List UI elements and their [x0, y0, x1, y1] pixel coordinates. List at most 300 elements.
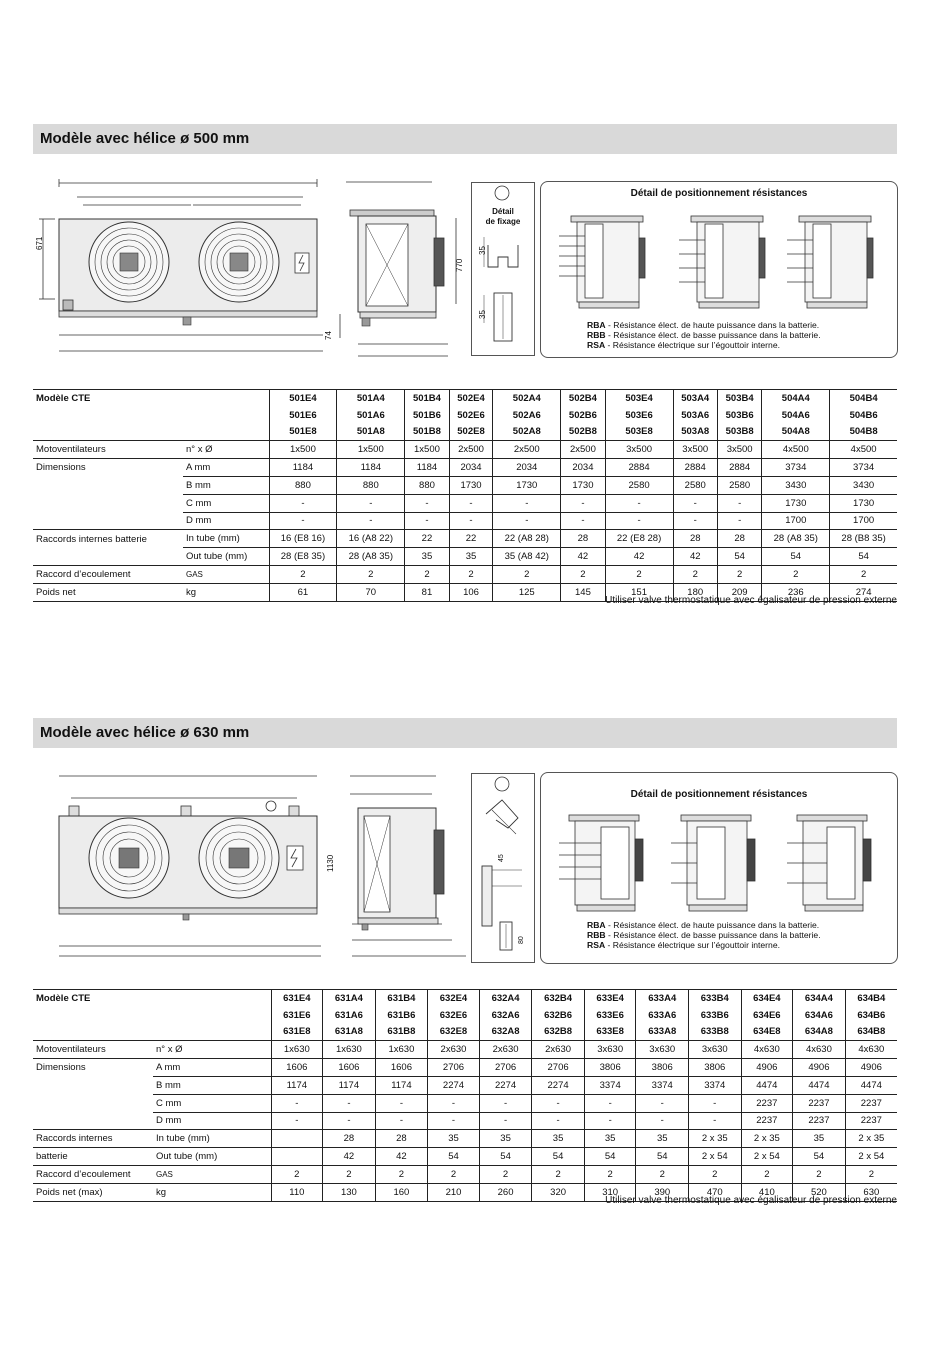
table-cell: 1606: [323, 1059, 376, 1077]
model-code: 501A6: [337, 407, 405, 424]
model-code: 631A4: [323, 990, 376, 1007]
header-row: [33, 1024, 897, 1041]
legend-rsa-code: RSA: [587, 340, 606, 350]
model-code: 631A6: [323, 1007, 376, 1024]
table-cell: 2706: [428, 1059, 480, 1077]
model-code: 631B4: [375, 990, 428, 1007]
row-sub-label: C mm: [183, 494, 269, 512]
header-label: [33, 407, 269, 424]
table-cell: -: [479, 1094, 532, 1112]
table-cell: 35: [584, 1130, 636, 1148]
model-code: 634B6: [845, 1007, 897, 1024]
model-code: 632A8: [479, 1024, 532, 1041]
table-cell: -: [532, 1112, 585, 1130]
model-code: 633E4: [584, 990, 636, 1007]
table-cell: 2237: [793, 1094, 846, 1112]
table-cell: 2580: [717, 476, 761, 494]
row-sub-label: B mm: [153, 1076, 271, 1094]
unit-front-view-630: [33, 770, 323, 960]
table-cell: 54: [762, 548, 830, 566]
legend-rba: [587, 320, 821, 330]
table-cell: 3374: [689, 1076, 742, 1094]
unit-side-view-630: [322, 772, 468, 962]
table-cell: 4x630: [845, 1041, 897, 1059]
table-cell: 2274: [479, 1076, 532, 1094]
row-sub-label: n° x Ø: [153, 1041, 271, 1059]
table-cell: 2x500: [493, 441, 561, 459]
legend-rsa-630: [587, 940, 821, 950]
model-code: 632B6: [532, 1007, 585, 1024]
table-cell: 35: [405, 548, 449, 566]
model-code: 501E8: [269, 424, 337, 441]
row-group-label: [33, 494, 183, 512]
table-row: [33, 565, 897, 583]
table-cell: 2x630: [479, 1041, 532, 1059]
table-row: [33, 441, 897, 459]
row-group-label: Poids net: [33, 583, 183, 601]
table-cell: 1x500: [337, 441, 405, 459]
table-cell: 2: [584, 1165, 636, 1183]
table-cell: 4x630: [741, 1041, 793, 1059]
model-code: 504B4: [830, 390, 897, 407]
row-group-label: Dimensions: [36, 1062, 86, 1074]
table-cell: 2580: [673, 476, 717, 494]
header-label: [33, 1007, 271, 1024]
table-row: [33, 1148, 897, 1166]
table-cell: 110: [271, 1183, 323, 1201]
table-row: [33, 512, 897, 530]
model-code: 633B6: [689, 1007, 742, 1024]
table-cell: 1606: [271, 1059, 323, 1077]
table-cell: 1184: [405, 459, 449, 477]
model-code: 634A4: [793, 990, 846, 1007]
table-cell: 35 (A8 42): [493, 548, 561, 566]
legend-rba-text: - Résistance élect. de haute puissance dans la batterie.: [605, 320, 820, 330]
table-cell: 3x500: [717, 441, 761, 459]
table-cell: 16 (E8 16): [269, 530, 337, 548]
table-cell: 4474: [845, 1076, 897, 1094]
spec-table-500: [33, 389, 897, 602]
table-cell: 260: [479, 1183, 532, 1201]
table-cell: 2x500: [449, 441, 493, 459]
table-cell: -: [636, 1112, 689, 1130]
table-cell: 2 x 54: [845, 1148, 897, 1166]
table-cell: -: [636, 1094, 689, 1112]
table-row: [33, 530, 897, 548]
table-cell: -: [405, 512, 449, 530]
table-cell: 1730: [762, 494, 830, 512]
row-group-label: [33, 476, 183, 494]
model-code: 632A4: [479, 990, 532, 1007]
table-cell: 42: [673, 548, 717, 566]
table-cell: -: [323, 1112, 376, 1130]
model-code: 504B6: [830, 407, 897, 424]
table-cell: 1730: [449, 476, 493, 494]
dim-label-770: 770: [455, 258, 464, 272]
table-cell: 4x500: [830, 441, 897, 459]
table-row: [33, 494, 897, 512]
row-sub-label: Out tube (mm): [153, 1148, 271, 1166]
table-cell: 1700: [830, 512, 897, 530]
table-cell: 2580: [605, 476, 673, 494]
table-cell: 1x630: [375, 1041, 428, 1059]
row-sub-label: D mm: [153, 1112, 271, 1130]
legend-rsa-text: - Résistance électrique sur l’égouttoir interne.: [605, 340, 780, 350]
legend-rsa-text-630: - Résistance électrique sur l’égouttoir interne.: [605, 940, 780, 950]
model-code: 633A4: [636, 990, 689, 1007]
table-cell: 28: [375, 1130, 428, 1148]
table-cell: -: [405, 494, 449, 512]
table-row: [33, 1112, 897, 1130]
table-cell: 3x630: [636, 1041, 689, 1059]
table-row: [33, 1076, 897, 1094]
table-cell: -: [493, 494, 561, 512]
model-code: 504A4: [762, 390, 830, 407]
table-cell: 28 (A8 35): [337, 548, 405, 566]
model-code: 503A4: [673, 390, 717, 407]
table-cell: -: [375, 1094, 428, 1112]
table-cell: 1730: [493, 476, 561, 494]
model-code: 501E4: [269, 390, 337, 407]
fixing-detail-500: [471, 182, 535, 356]
table-cell: -: [271, 1094, 323, 1112]
table-cell: 470: [689, 1183, 742, 1201]
model-code: 631A8: [323, 1024, 376, 1041]
header-row: [33, 1007, 897, 1024]
table-cell: 410: [741, 1183, 793, 1201]
table-cell: 1174: [375, 1076, 428, 1094]
row-group-label: Poids net (max): [33, 1183, 153, 1201]
table-cell: 22: [449, 530, 493, 548]
table-cell: 4906: [793, 1059, 846, 1077]
table-cell: 3x500: [605, 441, 673, 459]
table-cell: 180: [673, 583, 717, 601]
table-cell: -: [673, 512, 717, 530]
model-code: 634E6: [741, 1007, 793, 1024]
table-cell: 2: [717, 565, 761, 583]
table-row: [33, 459, 897, 477]
row-sub-label: D mm: [183, 512, 269, 530]
table-cell: 274: [830, 583, 897, 601]
legend-rbb-630: [587, 930, 821, 940]
resistance-detail-panel-500: [540, 181, 898, 358]
model-code: 501A8: [337, 424, 405, 441]
model-code: 632E4: [428, 990, 480, 1007]
table-cell: 2: [741, 1165, 793, 1183]
table-cell: 2x630: [532, 1041, 585, 1059]
table-cell: -: [337, 494, 405, 512]
table-cell: 3806: [636, 1059, 689, 1077]
table-cell: 4474: [741, 1076, 793, 1094]
table-cell: 2274: [532, 1076, 585, 1094]
table-cell: 2884: [673, 459, 717, 477]
row-sub-label: n° x Ø: [183, 441, 269, 459]
table-cell: 630: [845, 1183, 897, 1201]
model-code: 633E6: [584, 1007, 636, 1024]
row-sub-label: C mm: [153, 1094, 271, 1112]
header-label: Modèle CTE: [33, 990, 271, 1007]
table-cell: 2237: [793, 1112, 846, 1130]
table-cell: 106: [449, 583, 493, 601]
row-group-label: Raccord d’ecoulement: [33, 1165, 153, 1183]
legend-rba-text-630: - Résistance élect. de haute puissance dans la batterie.: [605, 920, 820, 930]
table-cell: -: [717, 494, 761, 512]
table-cell: -: [561, 494, 605, 512]
row-sub-label: B mm: [183, 476, 269, 494]
table-cell: 2706: [479, 1059, 532, 1077]
table-cell: 42: [561, 548, 605, 566]
model-code: 634E4: [741, 990, 793, 1007]
table-cell: 1174: [323, 1076, 376, 1094]
legend-rbb-code-630: RBB: [587, 930, 606, 940]
table-cell: 2: [428, 1165, 480, 1183]
table-cell: 2: [271, 1165, 323, 1183]
table-cell: 2274: [428, 1076, 480, 1094]
table-cell: 1184: [269, 459, 337, 477]
table-row: [33, 476, 897, 494]
row-group-label: [33, 548, 183, 566]
table-row: [33, 1094, 897, 1112]
table-cell: 2: [605, 565, 673, 583]
table-cell: 4474: [793, 1076, 846, 1094]
row-group-label: [33, 1094, 153, 1112]
resistance-detail-panel-630: [540, 772, 898, 964]
table-cell: -: [323, 1094, 376, 1112]
table-cell: 22 (E8 28): [605, 530, 673, 548]
unit-front-view-500: [33, 175, 323, 360]
model-code: 631B6: [375, 1007, 428, 1024]
table-cell: 35: [532, 1130, 585, 1148]
model-code: 502E8: [449, 424, 493, 441]
table-cell: 54: [830, 548, 897, 566]
header-row: [33, 390, 897, 407]
table-cell: 54: [717, 548, 761, 566]
header-label: [33, 1024, 271, 1041]
table-row: [33, 1041, 897, 1059]
table-cell: 2: [405, 565, 449, 583]
table-cell: 2: [561, 565, 605, 583]
table-cell: -: [584, 1094, 636, 1112]
row-group-label: [33, 1076, 153, 1094]
dim-label-45: 45: [498, 854, 505, 862]
table-cell: 2 x 35: [689, 1130, 742, 1148]
table-cell: 3430: [830, 476, 897, 494]
table-cell: -: [605, 494, 673, 512]
table-cell: -: [717, 512, 761, 530]
fixing-detail-label-2: de fixage: [485, 217, 521, 226]
table-cell: 3374: [636, 1076, 689, 1094]
table-cell: -: [605, 512, 673, 530]
table-cell: 2034: [449, 459, 493, 477]
model-code: 504B8: [830, 424, 897, 441]
row-group-label: [33, 1112, 153, 1130]
table-cell: 130: [323, 1183, 376, 1201]
table-cell: 81: [405, 583, 449, 601]
table-cell: 2237: [741, 1112, 793, 1130]
legend-rbb-text: - Résistance élect. de basse puissance dans la batterie.: [605, 330, 821, 340]
model-code: 502B4: [561, 390, 605, 407]
fixing-detail-label-1: Détail: [492, 207, 514, 216]
table-cell: -: [673, 494, 717, 512]
table-cell: 2: [793, 1165, 846, 1183]
table-cell: -: [428, 1112, 480, 1130]
table-cell: 1x630: [271, 1041, 323, 1059]
table-cell: 1174: [271, 1076, 323, 1094]
table-cell: -: [449, 494, 493, 512]
table-cell: 2: [830, 565, 897, 583]
table-cell: 54: [428, 1148, 480, 1166]
model-code: 634A6: [793, 1007, 846, 1024]
table-cell: 2x630: [428, 1041, 480, 1059]
row-sub-label: kg: [153, 1183, 271, 1201]
table-cell: 210: [428, 1183, 480, 1201]
table-cell: 2706: [532, 1059, 585, 1077]
dim-label-671: 671: [35, 236, 44, 250]
model-code: 631B8: [375, 1024, 428, 1041]
table-note-500: Utiliser valve thermostatique avec égalisateur de pression externe: [605, 595, 897, 606]
table-cell: 2237: [741, 1094, 793, 1112]
table-cell: 1606: [375, 1059, 428, 1077]
table-cell: 2: [845, 1165, 897, 1183]
table-cell: -: [449, 512, 493, 530]
table-cell: 1x500: [405, 441, 449, 459]
model-code: 503B6: [717, 407, 761, 424]
model-code: 502B6: [561, 407, 605, 424]
model-code: 634B8: [845, 1024, 897, 1041]
table-cell: 160: [375, 1183, 428, 1201]
table-cell: 2 x 54: [741, 1148, 793, 1166]
model-code: 633A8: [636, 1024, 689, 1041]
table-cell: 2 x 54: [689, 1148, 742, 1166]
model-code: 634A8: [793, 1024, 846, 1041]
table-cell: 3430: [762, 476, 830, 494]
table-cell: 4x630: [793, 1041, 846, 1059]
model-code: 502A4: [493, 390, 561, 407]
header-row: [33, 424, 897, 441]
model-code: 502E4: [449, 390, 493, 407]
model-code: 632E6: [428, 1007, 480, 1024]
row-group-label: batterie: [33, 1148, 153, 1166]
table-cell: 42: [323, 1148, 376, 1166]
model-code: 501B6: [405, 407, 449, 424]
table-cell: 22: [405, 530, 449, 548]
table-cell: 880: [405, 476, 449, 494]
table-cell: 390: [636, 1183, 689, 1201]
table-cell: 1730: [561, 476, 605, 494]
table-cell: 2: [532, 1165, 585, 1183]
table-row: [33, 1130, 897, 1148]
table-cell: 61: [269, 583, 337, 601]
table-row: [33, 1165, 897, 1183]
row-sub-label: A mm: [183, 459, 269, 477]
table-cell: 2237: [845, 1094, 897, 1112]
table-cell: 28: [561, 530, 605, 548]
table-cell: 1x500: [269, 441, 337, 459]
table-cell: 2: [269, 565, 337, 583]
table-cell: 2: [337, 565, 405, 583]
model-code: 634E8: [741, 1024, 793, 1041]
table-cell: 2: [673, 565, 717, 583]
row-group-label: [33, 512, 183, 530]
table-cell: 22 (A8 28): [493, 530, 561, 548]
section-title-630: Modèle avec hélice ø 630 mm: [33, 718, 897, 748]
dim-label-35-b: 35: [478, 310, 487, 319]
table-cell: 35: [636, 1130, 689, 1148]
row-sub-label: kg: [183, 583, 269, 601]
fixing-detail-630: [471, 773, 535, 963]
model-code: 632A6: [479, 1007, 532, 1024]
model-code: 501B8: [405, 424, 449, 441]
table-cell: 54: [532, 1148, 585, 1166]
header-label: Modèle CTE: [33, 390, 269, 407]
table-cell: 2034: [493, 459, 561, 477]
dim-label-80: 80: [518, 936, 525, 944]
spec-table-630: [33, 989, 897, 1202]
table-cell: 70: [337, 583, 405, 601]
table-cell: 2: [375, 1165, 428, 1183]
table-cell: -: [561, 512, 605, 530]
legend-rsa-code-630: RSA: [587, 940, 606, 950]
table-cell: 54: [636, 1148, 689, 1166]
model-code: 502E6: [449, 407, 493, 424]
table-cell: 2 x 35: [741, 1130, 793, 1148]
row-group-label: Dimensions: [36, 462, 86, 474]
resistance-detail-title: Détail de positionnement résistances: [630, 188, 808, 199]
table-cell: 2884: [605, 459, 673, 477]
table-cell: -: [584, 1112, 636, 1130]
table-cell: 3806: [689, 1059, 742, 1077]
table-cell: 145: [561, 583, 605, 601]
header-row: [33, 990, 897, 1007]
section-title-500: Modèle avec hélice ø 500 mm: [33, 124, 897, 154]
table-cell: -: [269, 494, 337, 512]
legend-rsa: [587, 340, 821, 350]
model-code: 631E8: [271, 1024, 323, 1041]
table-cell: 2034: [561, 459, 605, 477]
model-code: 502A6: [493, 407, 561, 424]
table-cell: 2: [762, 565, 830, 583]
table-row: [33, 548, 897, 566]
row-sub-label: In tube (mm): [183, 530, 269, 548]
table-cell: 2237: [845, 1112, 897, 1130]
table-cell: 3x500: [673, 441, 717, 459]
table-cell: 3374: [584, 1076, 636, 1094]
table-cell: 35: [449, 548, 493, 566]
legend-rbb-text-630: - Résistance élect. de basse puissance dans la batterie.: [605, 930, 821, 940]
table-cell: 28: [717, 530, 761, 548]
row-group-label: Motoventilateurs: [33, 441, 183, 459]
table-cell: -: [689, 1112, 742, 1130]
row-group-label: Raccords internes: [33, 1130, 153, 1148]
model-code: 633A6: [636, 1007, 689, 1024]
table-cell: 3806: [584, 1059, 636, 1077]
model-code: 504A6: [762, 407, 830, 424]
table-cell: -: [375, 1112, 428, 1130]
legend-rba-code: RBA: [587, 320, 606, 330]
model-code: 503A6: [673, 407, 717, 424]
dim-label-1130: 1130: [326, 854, 335, 872]
table-cell: 2 x 35: [845, 1130, 897, 1148]
table-cell: 28 (A8 35): [762, 530, 830, 548]
table-cell: 28: [673, 530, 717, 548]
table-row: [33, 1059, 897, 1077]
row-sub-label: A mm: [153, 1059, 271, 1077]
table-cell: 2: [479, 1165, 532, 1183]
table-cell: -: [428, 1094, 480, 1112]
table-cell: 28: [323, 1130, 376, 1148]
model-code: 634B4: [845, 990, 897, 1007]
table-cell: 2884: [717, 459, 761, 477]
